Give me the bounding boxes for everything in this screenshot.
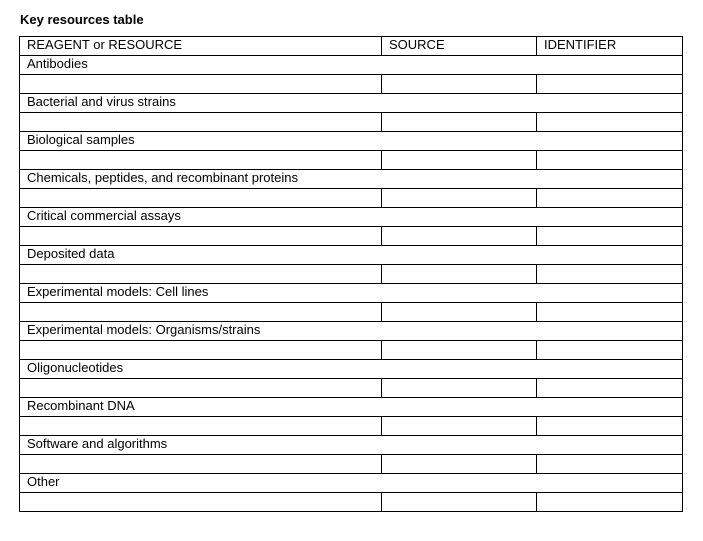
reagent-cell[interactable] — [20, 341, 382, 360]
source-cell[interactable] — [382, 151, 537, 170]
column-header-source: SOURCE — [382, 37, 537, 56]
section-row — [20, 170, 683, 189]
section-label: Antibodies — [20, 56, 683, 75]
reagent-cell[interactable] — [20, 151, 382, 170]
identifier-cell[interactable] — [537, 151, 683, 170]
reagent-cell[interactable] — [20, 417, 382, 436]
table-row — [20, 265, 683, 284]
reagent-cell[interactable] — [20, 75, 382, 94]
source-cell[interactable] — [382, 75, 537, 94]
section-label: Biological samples — [20, 132, 683, 151]
table-row — [20, 455, 683, 474]
column-header-reagent: REAGENT or RESOURCE — [20, 37, 382, 56]
section-label: Critical commercial assays — [20, 208, 683, 227]
section-row — [20, 322, 683, 341]
section-label: Other — [20, 474, 683, 493]
reagent-cell[interactable] — [20, 493, 382, 512]
section-label: Bacterial and virus strains — [20, 94, 683, 113]
identifier-cell[interactable] — [537, 303, 683, 322]
identifier-cell[interactable] — [537, 379, 683, 398]
page-title: Key resources table — [20, 12, 144, 27]
source-cell[interactable] — [382, 227, 537, 246]
identifier-cell[interactable] — [537, 455, 683, 474]
section-row — [20, 360, 683, 379]
table-row — [20, 151, 683, 170]
column-header-identifier: IDENTIFIER — [537, 37, 683, 56]
section-row — [20, 56, 683, 75]
table-row — [20, 417, 683, 436]
section-label: Experimental models: Organisms/strains — [20, 322, 683, 341]
identifier-cell[interactable] — [537, 227, 683, 246]
source-cell[interactable] — [382, 417, 537, 436]
source-cell[interactable] — [382, 303, 537, 322]
key-resources-table — [19, 36, 683, 512]
table-row — [20, 493, 683, 512]
source-cell[interactable] — [382, 493, 537, 512]
reagent-cell[interactable] — [20, 113, 382, 132]
section-row — [20, 246, 683, 265]
identifier-cell[interactable] — [537, 493, 683, 512]
identifier-cell[interactable] — [537, 113, 683, 132]
table-row — [20, 189, 683, 208]
identifier-cell[interactable] — [537, 75, 683, 94]
section-label: Recombinant DNA — [20, 398, 683, 417]
section-label: Oligonucleotides — [20, 360, 683, 379]
identifier-cell[interactable] — [537, 265, 683, 284]
source-cell[interactable] — [382, 265, 537, 284]
table-row — [20, 113, 683, 132]
identifier-cell[interactable] — [537, 189, 683, 208]
table-row — [20, 303, 683, 322]
section-row — [20, 208, 683, 227]
section-row — [20, 94, 683, 113]
section-label: Software and algorithms — [20, 436, 683, 455]
section-row — [20, 132, 683, 151]
table-row — [20, 341, 683, 360]
reagent-cell[interactable] — [20, 303, 382, 322]
table-row — [20, 379, 683, 398]
reagent-cell[interactable] — [20, 379, 382, 398]
table-row — [20, 227, 683, 246]
reagent-cell[interactable] — [20, 189, 382, 208]
source-cell[interactable] — [382, 379, 537, 398]
identifier-cell[interactable] — [537, 417, 683, 436]
source-cell[interactable] — [382, 341, 537, 360]
section-label: Chemicals, peptides, and recombinant proteins — [20, 170, 683, 189]
section-label: Experimental models: Cell lines — [20, 284, 683, 303]
header-row — [20, 37, 683, 56]
section-label: Deposited data — [20, 246, 683, 265]
source-cell[interactable] — [382, 189, 537, 208]
reagent-cell[interactable] — [20, 227, 382, 246]
section-row — [20, 398, 683, 417]
reagent-cell[interactable] — [20, 455, 382, 474]
identifier-cell[interactable] — [537, 341, 683, 360]
section-row — [20, 474, 683, 493]
table-row — [20, 75, 683, 94]
source-cell[interactable] — [382, 113, 537, 132]
section-row — [20, 436, 683, 455]
reagent-cell[interactable] — [20, 265, 382, 284]
section-row — [20, 284, 683, 303]
source-cell[interactable] — [382, 455, 537, 474]
